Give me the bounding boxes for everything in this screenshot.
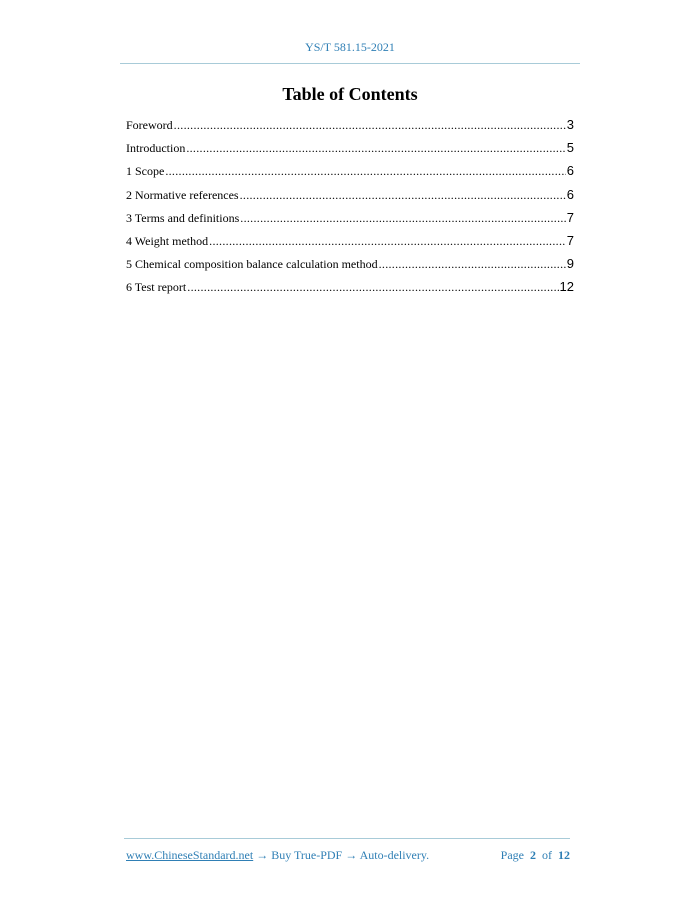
toc-entry-page: 6 [566,163,574,179]
toc-entry-label: Foreword [126,118,173,132]
toc-entry-label: 3 Terms and definitions [126,210,240,225]
toc-entry-scope[interactable] [126,163,574,186]
toc-dot-leader [379,257,566,272]
toc-dot-leader [240,188,566,203]
toc-entry-weight-method[interactable] [126,233,574,256]
toc-dot-leader [165,164,565,179]
toc-entry-normative-references[interactable] [126,187,574,210]
toc-entry-label: 6 Test report [126,280,187,295]
toc-dot-leader [186,141,565,156]
toc-entry-label: 4 Weight method [126,233,209,248]
page-footer [126,848,570,863]
page-header: YS/T 581.15-2021 [305,40,395,54]
toc-entry-test-report[interactable] [126,279,574,302]
page-current: 2 [530,848,536,862]
toc-entry-label: 2 Normative references [126,187,239,202]
page-total: 12 [558,848,570,862]
toc-dot-leader [240,211,566,226]
toc-list [126,117,574,303]
toc-entry-page: 12 [559,279,574,295]
toc-entry-page: 6 [566,186,574,202]
footer-tagline: → Buy True-PDF → Auto-delivery. [253,848,430,862]
page-of: of [542,848,552,862]
toc-title: Table of Contents [282,84,418,104]
toc-entry-introduction[interactable] [126,140,574,163]
toc-dot-leader [187,280,558,295]
header-divider [120,63,580,64]
toc-entry-page: 9 [566,256,574,272]
toc-dot-leader [174,118,566,133]
website-link[interactable]: www.ChineseStandard.net [126,848,254,862]
toc-dot-leader [209,234,566,249]
page-number [501,848,570,863]
toc-entry-chemical-composition[interactable] [126,256,574,279]
toc-entry-foreword[interactable] [126,117,574,140]
page-prefix: Page [500,848,524,862]
toc-entry-page: 5 [566,140,574,156]
toc-entry-label: Introduction [126,141,186,156]
toc-entry-label: 5 Chemical composition balance calculation method [126,257,378,272]
toc-entry-label: 1 Scope [126,164,165,179]
toc-entry-page: 7 [566,232,574,248]
toc-entry-page: 7 [566,209,574,225]
footer-divider [124,838,570,839]
toc-entry-terms-and-definitions[interactable] [126,210,574,233]
toc-entry-page: 3 [566,117,574,132]
